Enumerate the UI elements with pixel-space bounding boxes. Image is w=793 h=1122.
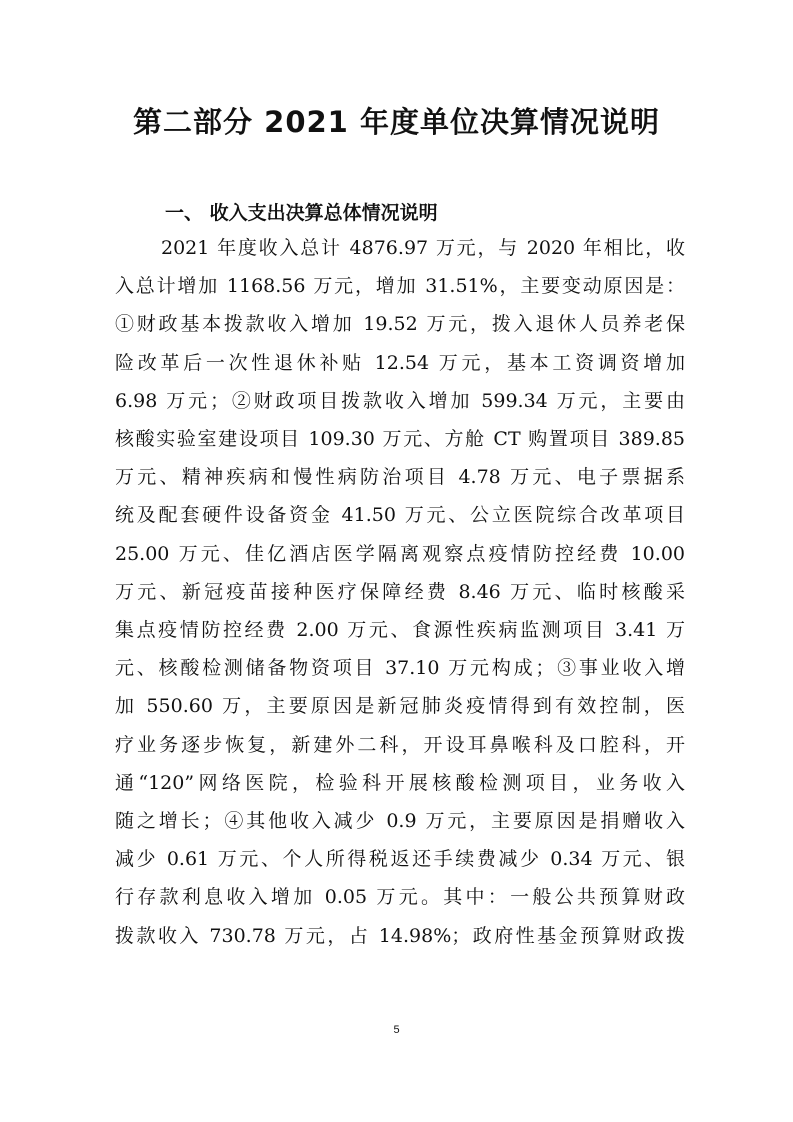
section-heading: 一、 收入支出决算总体情况说明 bbox=[165, 202, 438, 224]
body-line-17: 减少 0.61 万元、个人所得税返还手续费减少 0.34 万元、银 bbox=[115, 848, 685, 870]
body-line-3: ①财政基本拨款收入增加 19.52 万元，拨入退休人员养老保 bbox=[115, 313, 685, 335]
body-line-5: 6.98 万元；②财政项目拨款收入增加 599.34 万元，主要由 bbox=[115, 390, 685, 412]
body-line-10: 万元、新冠疫苗接种医疗保障经费 8.46 万元、临时核酸采 bbox=[115, 581, 685, 603]
body-line-12: 元、核酸检测储备物资项目 37.10 万元构成；③事业收入增 bbox=[115, 657, 685, 679]
body-line-4: 险改革后一次性退休补贴 12.54 万元，基本工资调资增加 bbox=[115, 352, 685, 374]
body-line-16: 随之增长；④其他收入减少 0.9 万元，主要原因是捐赠收入 bbox=[115, 810, 685, 832]
body-line-9: 25.00 万元、佳亿酒店医学隔离观察点疫情防控经费 10.00 bbox=[115, 543, 685, 565]
body-line-14: 疗业务逐步恢复，新建外二科，开设耳鼻喉科及口腔科，开 bbox=[115, 734, 685, 756]
body-line-13: 加 550.60 万，主要原因是新冠肺炎疫情得到有效控制，医 bbox=[115, 695, 685, 717]
body-line-8: 统及配套硬件设备资金 41.50 万元、公立医院综合改革项目 bbox=[115, 504, 685, 526]
body-line-1: 2021 年度收入总计 4876.97 万元，与 2020 年相比，收 bbox=[161, 237, 685, 259]
page-title: 第二部分 2021 年度单位决算情况说明 bbox=[133, 105, 660, 139]
body-line-6: 核酸实验室建设项目 109.30 万元、方舱 CT 购置项目 389.85 bbox=[115, 428, 685, 450]
page-number: 5 bbox=[393, 1024, 400, 1036]
body-line-7: 万元、精神疾病和慢性病防治项目 4.78 万元、电子票据系 bbox=[115, 466, 685, 488]
body-line-19: 拨款收入 730.78 万元，占 14.98%；政府性基金预算财政拨 bbox=[115, 925, 685, 947]
body-line-15: 通“120”网络医院，检验科开展核酸检测项目，业务收入 bbox=[115, 772, 685, 794]
body-line-11: 集点疫情防控经费 2.00 万元、食源性疾病监测项目 3.41 万 bbox=[115, 619, 685, 641]
body-line-2: 入总计增加 1168.56 万元，增加 31.51%，主要变动原因是： bbox=[115, 275, 685, 297]
body-line-18: 行存款利息收入增加 0.05 万元。其中：一般公共预算财政 bbox=[115, 886, 685, 908]
